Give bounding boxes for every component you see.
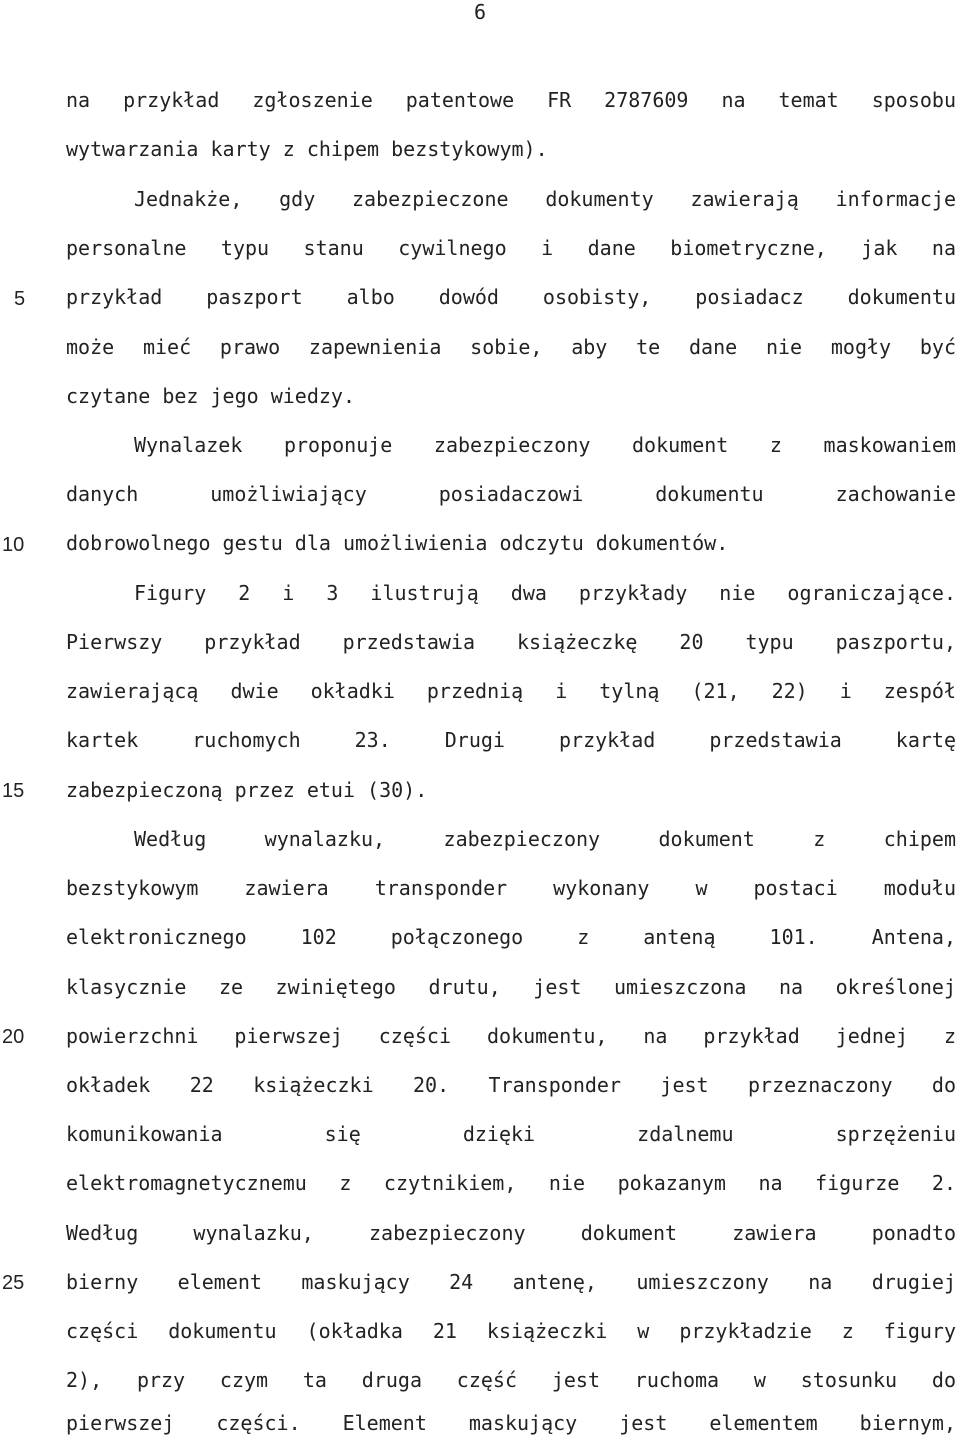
text-line: Wynalazek proponuje zabezpieczony dokument z maskowaniem bbox=[134, 433, 956, 457]
text-line: Według wynalazku, zabezpieczony dokument z chipem bbox=[134, 827, 956, 851]
text-line: Jednakże, gdy zabezpieczone dokumenty zawierają informacje bbox=[134, 187, 956, 211]
text-line: 2), przy czym ta druga część jest ruchoma w stosunku do bbox=[66, 1368, 956, 1392]
text-line: czytane bez jego wiedzy. bbox=[66, 384, 355, 408]
text-line: wytwarzania karty z chipem bezstykowym). bbox=[66, 137, 548, 161]
line-number-25: 25 bbox=[2, 1272, 25, 1294]
text-line: elektronicznego 102 połączonego z anteną 101. Antena, bbox=[66, 925, 956, 949]
text-line: Pierwszy przykład przedstawia książeczkę 20 typu paszportu, bbox=[66, 630, 956, 654]
page-number: 6 bbox=[473, 0, 487, 24]
text-line: może mieć prawo zapewnienia sobie, aby te dane nie mogły być bbox=[66, 335, 956, 359]
line-number-15: 15 bbox=[2, 780, 25, 802]
text-line: powierzchni pierwszej części dokumentu, na przykład jednej z bbox=[66, 1024, 956, 1048]
text-line: przykład paszport albo dowód osobisty, posiadacz dokumentu bbox=[66, 285, 956, 309]
text-line: klasycznie ze zwiniętego drutu, jest umieszczona na określonej bbox=[66, 975, 956, 999]
text-line: Figury 2 i 3 ilustrują dwa przykłady nie ograniczające. bbox=[134, 581, 956, 605]
text-line: zawierającą dwie okładki przednią i tylną (21, 22) i zespół bbox=[66, 679, 956, 703]
text-line: okładek 22 książeczki 20. Transponder jest przeznaczony do bbox=[66, 1073, 956, 1097]
text-line: kartek ruchomych 23. Drugi przykład przedstawia kartę bbox=[66, 728, 956, 752]
text-line: bezstykowym zawiera transponder wykonany w postaci modułu bbox=[66, 876, 956, 900]
text-line: dobrowolnego gestu dla umożliwienia odczytu dokumentów. bbox=[66, 531, 729, 555]
line-number-10: 10 bbox=[2, 534, 25, 556]
line-number-5: 5 bbox=[14, 288, 26, 310]
text-line: na przykład zgłoszenie patentowe FR 2787609 na temat sposobu bbox=[66, 88, 956, 112]
text-line: zabezpieczoną przez etui (30). bbox=[66, 778, 428, 802]
text-line: Według wynalazku, zabezpieczony dokument zawiera ponadto bbox=[66, 1221, 956, 1245]
text-line: bierny element maskujący 24 antenę, umieszczony na drugiej bbox=[66, 1270, 956, 1294]
text-line: elektromagnetycznemu z czytnikiem, nie pokazanym na figurze 2. bbox=[66, 1171, 956, 1195]
text-line: danych umożliwiający posiadaczowi dokumentu zachowanie bbox=[66, 482, 956, 506]
text-line: personalne typu stanu cywilnego i dane biometryczne, jak na bbox=[66, 236, 956, 260]
line-number-20: 20 bbox=[2, 1026, 25, 1048]
text-line: części dokumentu (okładka 21 książeczki w przykładzie z figury bbox=[66, 1319, 956, 1343]
text-line: komunikowania się dzięki zdalnemu sprzężeniu bbox=[66, 1122, 956, 1146]
text-line: pierwszej części. Element maskujący jest elementem biernym, bbox=[66, 1411, 956, 1435]
